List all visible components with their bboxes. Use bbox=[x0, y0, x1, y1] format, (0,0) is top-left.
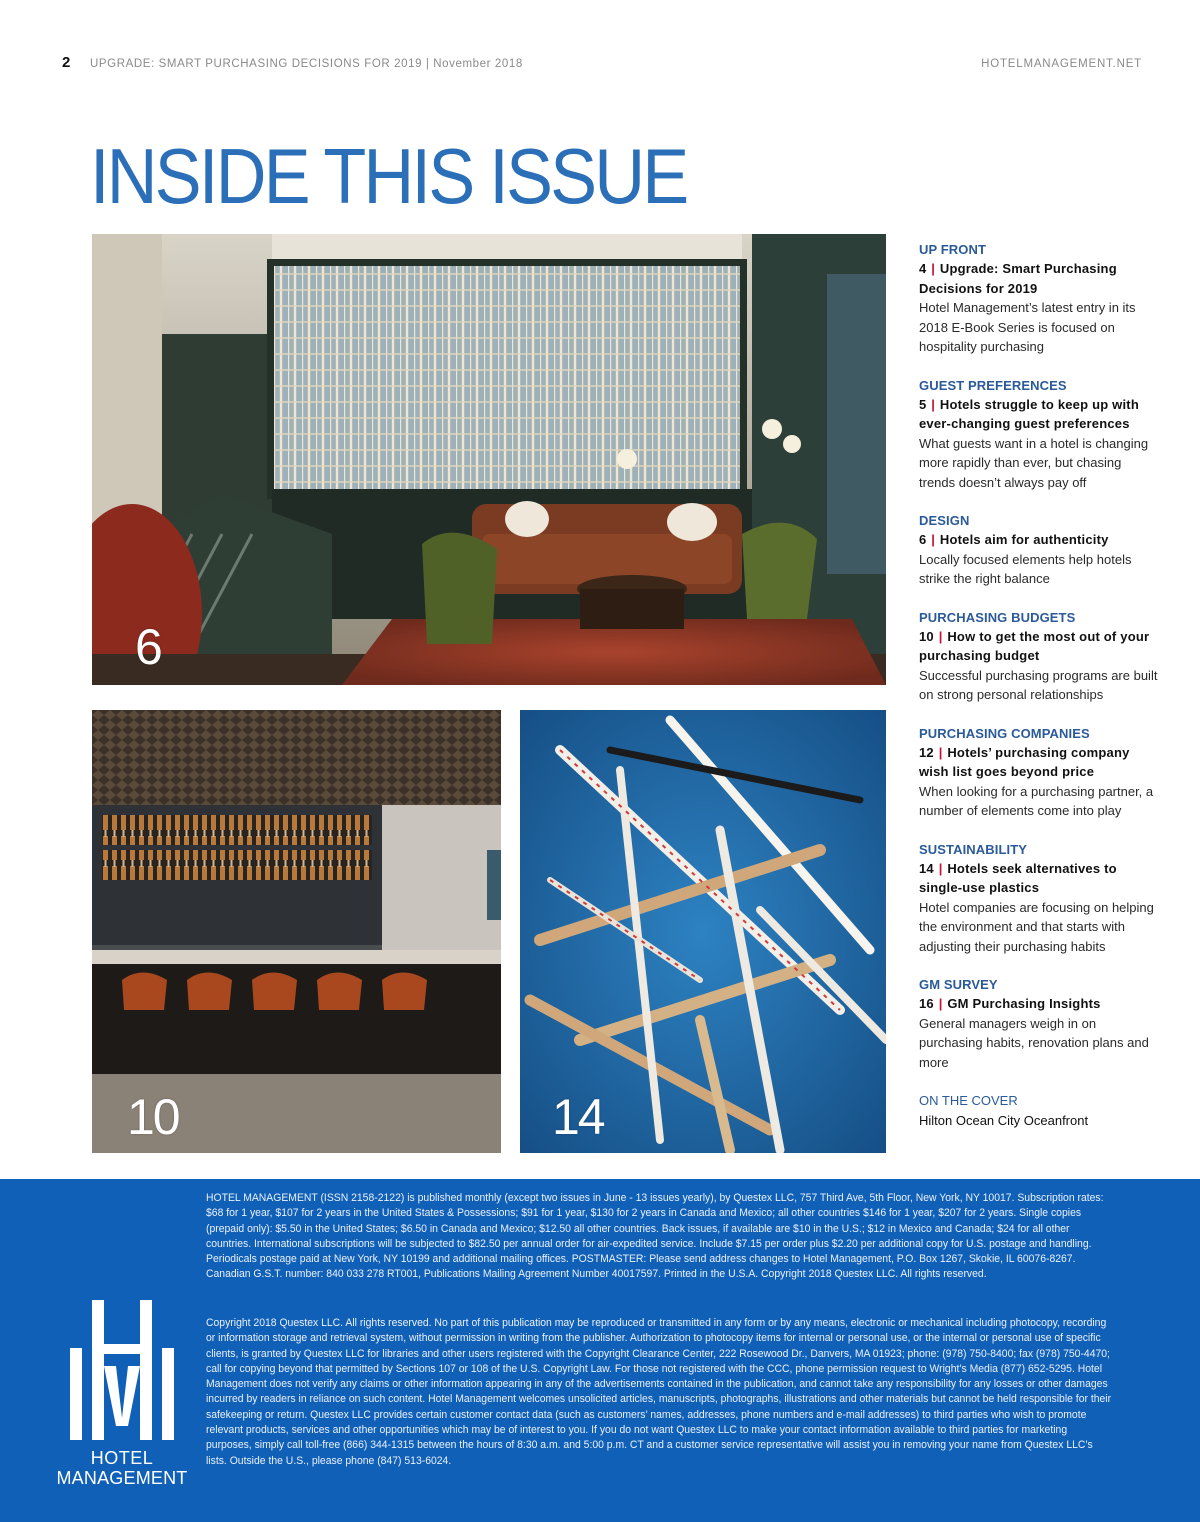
article-title: Hotels’ purchasing company wish list goes beyond price bbox=[919, 744, 1130, 779]
article-description: Successful purchasing programs are built on strong personal relationships bbox=[919, 667, 1158, 702]
section-title: UP FRONT bbox=[919, 242, 987, 257]
logo-word-management: MANAGEMENT bbox=[56, 1468, 188, 1488]
cover-text: Hilton Ocean City Oceanfront bbox=[919, 1112, 1089, 1128]
section-title: SUSTAINABILITY bbox=[919, 841, 1028, 857]
bar-photo bbox=[92, 710, 501, 1153]
red-separator: | bbox=[931, 261, 936, 276]
article-page-number: 5 bbox=[919, 396, 927, 412]
article-headline bbox=[919, 259, 1159, 298]
bar-photo-illustration bbox=[92, 710, 501, 1153]
red-separator: | bbox=[931, 396, 936, 412]
lobby-photo bbox=[92, 234, 886, 685]
section-title: GUEST PREFERENCES bbox=[919, 377, 1067, 393]
straws-photo-illustration bbox=[520, 710, 886, 1153]
article-headline bbox=[919, 395, 1159, 434]
toc-cover bbox=[919, 1091, 1159, 1130]
article-page-number: 14 bbox=[919, 860, 934, 876]
article-title: Hotels struggle to keep up with ever-changing guest preferences bbox=[919, 396, 1139, 431]
footer-masthead bbox=[0, 1179, 1200, 1522]
toc-section-purchasing-companies[interactable] bbox=[919, 724, 1159, 821]
article-page-number: 10 bbox=[919, 628, 934, 644]
bar-page-number: 10 bbox=[127, 1089, 179, 1145]
article-headline bbox=[919, 627, 1159, 666]
logo-word-hotel: HOTEL bbox=[90, 1448, 154, 1468]
hm-monogram-icon bbox=[56, 1300, 188, 1440]
toc-section-purchasing-budgets[interactable] bbox=[919, 608, 1159, 705]
site-url: HOTELMANAGEMENT.NET bbox=[981, 58, 1142, 70]
article-page-number: 6 bbox=[919, 532, 927, 547]
article-title: Hotels aim for authenticity bbox=[939, 532, 1109, 547]
toc-section-guest-preferences[interactable] bbox=[919, 376, 1159, 493]
article-headline bbox=[919, 530, 1159, 550]
publication-notice: HOTEL MANAGEMENT (ISSN 2158-2122) is published monthly (except two issues in June - 13 issues yearly), by Questex LLC, 757 Third Ave, 5th Floor, New York, NY 10017. Subscription rates: $68 for 1 year, $107 for 2 years in the United States & Possessions; $91 for 1 year, $130 for 2 years in Canada and Mexico; all other countries $146 for 1 year, $207 for 2 years. Single copies (prepaid only): $5.50 in the United States; $6.50 in Canada and Mexico; $12.50 all other countries. Back issues, if available are $10 in the U.S.; $12 in Mexico and Canada; $24 for all other countries. International subscriptions will be subjected to $82.50 per annual order for air-expedited service. Include $7.15 per order plus $2.20 per additional copy for U.S. postage and handling. Periodicals postage paid at New York, NY 10199 and additional mailing offices. POSTMASTER: Please send address changes to Hotel Management, P.O. Box 1267, Skokie, IL 60076-8267. Canadian G.S.T. number: 840 033 278 RT001, Publications Mailing Agreement Number 40017597. Printed in the U.S.A. Copyright 2018 Questex LLC. All rights reserved. bbox=[206, 1192, 1104, 1281]
article-description: When looking for a purchasing partner, a number of elements come into play bbox=[919, 783, 1154, 818]
article-title: How to get the most out of your purchasing budget bbox=[919, 628, 1150, 663]
toc-section-sustainability[interactable] bbox=[919, 840, 1159, 957]
article-headline bbox=[919, 743, 1159, 782]
table-of-contents bbox=[919, 240, 1159, 1149]
section-title: DESIGN bbox=[919, 513, 970, 528]
toc-section-up-front[interactable] bbox=[919, 240, 1159, 357]
straws-page-number: 14 bbox=[552, 1089, 604, 1145]
hotel-management-logo bbox=[56, 1300, 188, 1490]
lobby-page-number: 6 bbox=[135, 619, 161, 675]
article-title: Hotels seek alternatives to single-use plastics bbox=[919, 860, 1117, 895]
article-page-number: 12 bbox=[919, 744, 934, 760]
article-headline bbox=[919, 859, 1159, 898]
article-description: What guests want in a hotel is changing more rapidly than ever, but chasing trends doesn’t always pay off bbox=[919, 435, 1149, 490]
section-title: GM SURVEY bbox=[919, 977, 998, 992]
red-separator: | bbox=[938, 996, 943, 1011]
cover-label: ON THE COVER bbox=[919, 1093, 1018, 1108]
copyright-notice: Copyright 2018 Questex LLC. All rights reserved. No part of this publication may be reproduced or transmitted in any form or by any means, electronic or mechanical including photocopy, recording or information storage and retrieval system, without permission in writing from the publisher. Authorization to photocopy items for internal or personal use, or the internal or personal use of specific clients, is granted by Questex LLC for libraries and other users registered with the Copyright Clearance Center, 222 Rosewood Dr., Danvers, MA 01923; phone: (978) 750-8400; fax (978) 750-4470; call for copying beyond that permitted by Sections 107 or 108 of the U.S. Copyright Law. For those not registered with the CCC, phone permission request to Wright’s Media (877) 652-5295. Hotel Management does not verify any claims or other information appearing in any of the advertisements contained in the publication, and cannot take any responsibility for any losses or other damages incurred by readers in reliance on such content. Hotel Management welcomes unsolicited articles, manuscripts, photographs, illustrations and other materials but cannot be held responsible for their safekeeping or return. Questex LLC provides certain customer contact data (such as customers’ names, addresses, phone numbers and e-mail addresses) to third parties who wish to promote relevant products, services and other opportunities which may be of interest to you. If you do not want Questex LLC to make your contact information available to third parties for marketing purposes, simply call toll-free (866) 344-1315 between the hours of 8:30 a.m. and 5:00 p.m. CT and a customer service representative will assist you in removing your name from Questex LLC’s lists. Outside the U.S., please phone (847) 513-6024. bbox=[206, 1317, 1112, 1467]
article-title: Upgrade: Smart Purchasing Decisions for 2019 bbox=[919, 261, 1117, 296]
section-title: PURCHASING BUDGETS bbox=[919, 609, 1076, 625]
lobby-photo-illustration bbox=[92, 234, 886, 685]
toc-section-gm-survey[interactable] bbox=[919, 975, 1159, 1072]
straws-photo bbox=[520, 710, 886, 1153]
page-number: 2 bbox=[62, 54, 71, 71]
section-title: PURCHASING COMPANIES bbox=[919, 725, 1090, 741]
running-header bbox=[62, 56, 1142, 74]
red-separator: | bbox=[938, 744, 943, 760]
article-description: General managers weigh in on purchasing habits, renovation plans and more bbox=[919, 1015, 1149, 1070]
page-title: INSIDE THIS ISSUE bbox=[90, 132, 687, 220]
red-separator: | bbox=[938, 628, 943, 644]
red-separator: | bbox=[931, 532, 936, 547]
article-page-number: 4 bbox=[919, 261, 927, 276]
article-title: GM Purchasing Insights bbox=[947, 996, 1101, 1011]
article-page-number: 16 bbox=[919, 996, 934, 1011]
article-headline bbox=[919, 994, 1159, 1014]
article-description: Locally focused elements help hotels strike the right balance bbox=[919, 551, 1132, 586]
article-description: Hotel companies are focusing on helping the environment and that starts with adjusting their purchasing habits bbox=[919, 899, 1154, 954]
toc-section-design[interactable] bbox=[919, 511, 1159, 589]
article-description: Hotel Management’s latest entry in its 2018 E-Book Series is focused on hospitality purchasing bbox=[919, 300, 1136, 354]
publication-line: UPGRADE: SMART PURCHASING DECISIONS FOR 2019 | November 2018 bbox=[90, 58, 523, 70]
red-separator: | bbox=[938, 860, 943, 876]
